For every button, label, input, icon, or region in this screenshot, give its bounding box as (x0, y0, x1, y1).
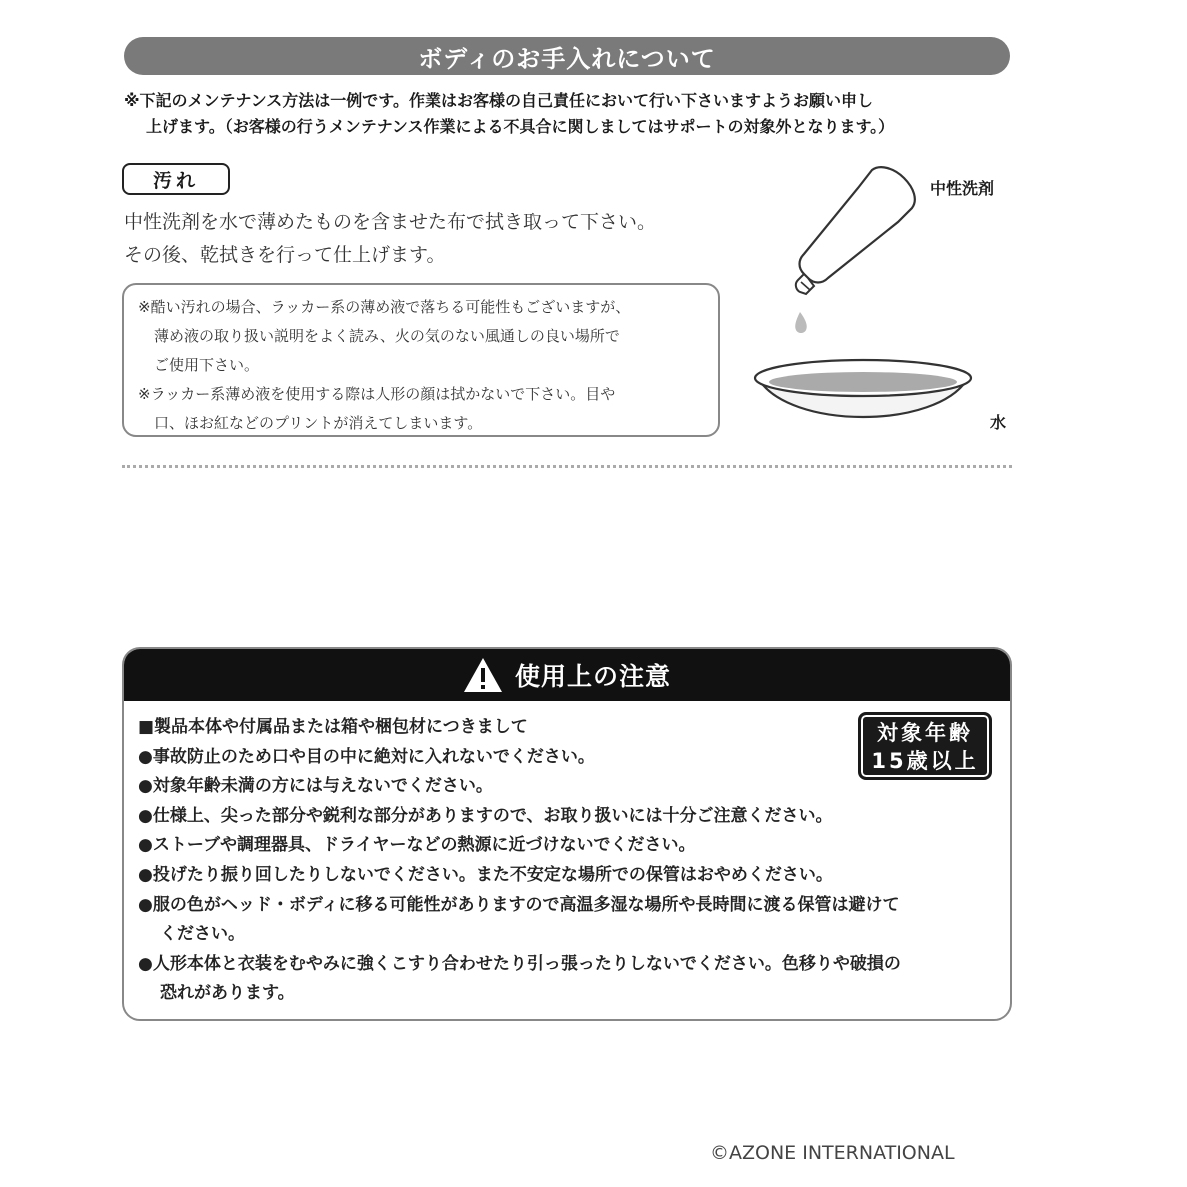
water-dish-icon (755, 360, 971, 417)
note-line-3: ご使用下さい。 (154, 356, 260, 374)
stain-label: 汚れ (122, 163, 230, 195)
note-line-1: ※酷い汚れの場合、ラッカー系の薄め液で落ちる可能性もございますが、 (138, 298, 631, 316)
caution-item-continuation: 恐れがあります。 (160, 983, 295, 1004)
age-badge-line-2: 15歳以上 (871, 749, 979, 773)
caution-item: ●事故防止のため口や目の中に絶対に入れないでください。 (138, 746, 595, 767)
warning-triangle-icon (463, 657, 503, 693)
note-line-5: 口、ほお紅などのプリントが消えてしまいます。 (154, 414, 483, 432)
instruction-line-1: 中性洗剤を水で薄めたものを含ませた布で拭き取って下さい。 (124, 211, 657, 233)
note-line-4: ※ラッカー系薄め液を使用する際は人形の顔は拭かないで下さい。目や (138, 385, 616, 403)
drop-icon (795, 312, 807, 333)
note-line-2: 薄め液の取り扱い説明をよく読み、火の気のない風通しの良い場所で (154, 327, 620, 345)
caution-title: 使用上の注意 (514, 662, 671, 691)
caution-item: ●服の色がヘッド・ボディに移る可能性がありますので高温多湿な場所や長時間に渡る保管は避けて (138, 894, 900, 915)
age-badge-line-1: 対象年齢 (877, 721, 973, 745)
age-rating-badge (858, 712, 992, 780)
detergent-label: 中性洗剤 (930, 179, 995, 198)
caution-item-continuation: ください。 (160, 924, 245, 945)
water-label: 水 (990, 413, 1007, 432)
maintenance-disclaimer (124, 88, 1014, 140)
caution-item: ●人形本体と衣装をむやみに強くこすり合わせたり引っ張ったりしないでください。色移りや破損の (138, 953, 901, 974)
detergent-bottle-icon (796, 167, 915, 294)
copyright-notice: ©AZONE INTERNATIONAL (710, 1142, 955, 1164)
caution-item: ●仕様上、尖った部分や鋭利な部分がありますので、お取り扱いには十分ご注意ください。 (138, 805, 833, 826)
instruction-line-2: その後、乾拭きを行って仕上げます。 (124, 244, 446, 266)
maintenance-title: ボディのお手入れについて (124, 37, 1010, 75)
detergent-bottle-and-dish-illustration (748, 160, 1038, 450)
caution-item: ●投げたり振り回したりしないでください。また不安定な場所での保管はおやめください。 (138, 864, 833, 885)
disclaimer-line-1: ※下記のメンテナンス方法は一例です。作業はお客様の自己責任において行い下さいますようお願い申し (124, 91, 873, 110)
caution-item: ●ストーブや調理器具、ドライヤーなどの熱源に近づけないでください。 (138, 835, 696, 856)
cleaning-instructions (124, 206, 764, 272)
thinner-note-box (122, 283, 720, 437)
section-divider (122, 465, 1012, 468)
caution-section (122, 647, 1012, 1021)
disclaimer-line-2: 上げます。（お客様の行うメンテナンス作業による不具合に関しましてはサポートの対象外となります。） (146, 117, 895, 136)
caution-item: ●対象年齢未満の方には与えないでください。 (138, 776, 493, 797)
caution-header (124, 649, 1010, 701)
caution-item: ■製品本体や付属品または箱や梱包材につきまして (138, 717, 528, 737)
